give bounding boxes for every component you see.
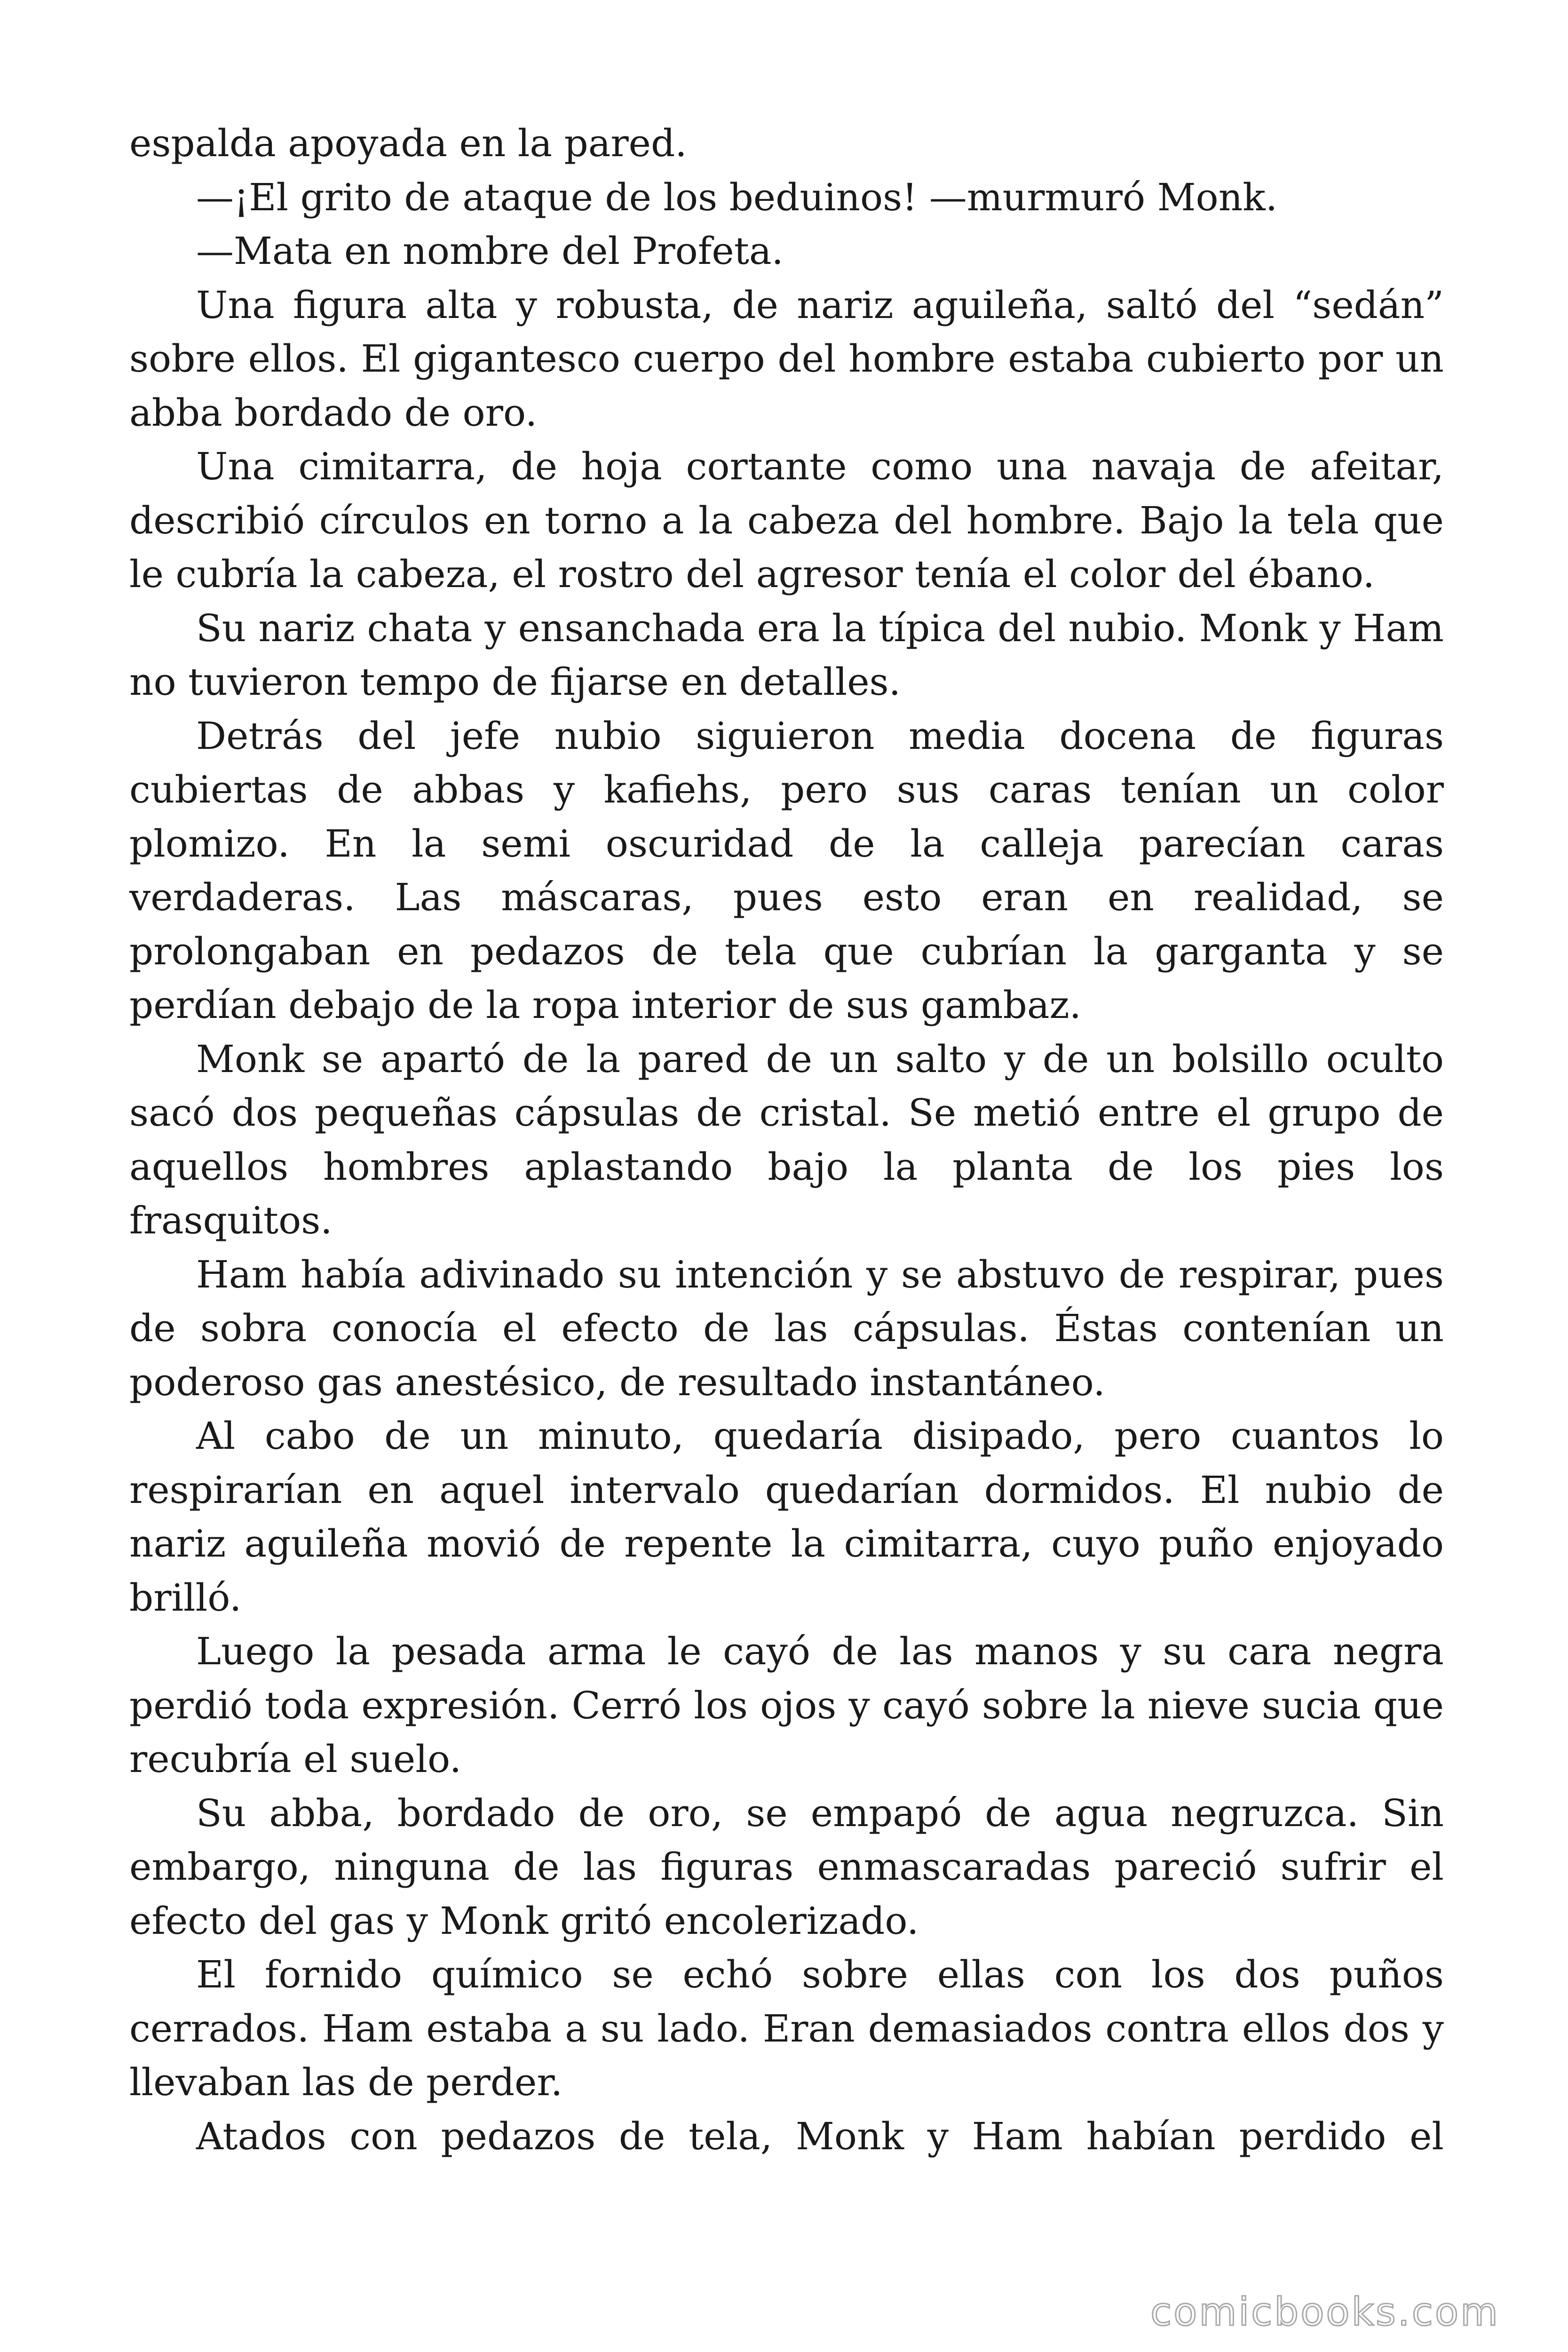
paragraph: Luego la pesada arma le cayó de las manos y su cara negra perdió toda expresión. Cerró los ojos y cayó sobre la nieve sucia que recubría el suelo. <box>129 1629 1444 1781</box>
paragraph: Detrás del jefe nubio siguieron media docena de figuras cubiertas de abbas y kafiehs, pero sus caras tenían un color plomizo. En la semi oscuridad de la calleja parecían caras verdaderas. Las máscaras, pues esto eran en realidad, se prolongaban en pedazos de tela que cubrían la garganta y se perdían debajo de la ropa interior de sus gambaz. <box>129 714 1444 1027</box>
paragraph: Ham había adivinado su intención y se abstuvo de respirar, pues de sobra conocía el efecto de las cápsulas. Éstas contenían un poderoso gas anestésico, de resultado instantáneo. <box>129 1252 1444 1404</box>
paragraph-continuation: espalda apoyada en la pared. <box>129 121 687 165</box>
paragraph-continues: Atados con pedazos de tela, Monk y Ham habían perdido el <box>196 2114 1444 2158</box>
watermark: comicbooks.com <box>1150 2290 1500 2335</box>
paragraph: Su nariz chata y ensanchada era la típica del nubio. Monk y Ham no tuvieron tempo de fijarse en detalles. <box>129 606 1444 704</box>
paragraph: Una cimitarra, de hoja cortante como una navaja de afeitar, describió círculos en torno a la cabeza del hombre. Bajo la tela que le cubría la cabeza, el rostro del agresor tenía el color del ébano. <box>129 445 1444 596</box>
paragraph: Una figura alta y robusta, de nariz aguileña, saltó del “sedán” sobre ellos. El gigantesco cuerpo del hombre estaba cubierto por un abba bordado de oro. <box>129 283 1444 435</box>
paragraph-dialogue: —¡El grito de ataque de los beduinos! —murmuró Monk. <box>196 175 1278 219</box>
paragraph: Al cabo de un minuto, quedaría disipado, pero cuantos lo respirarían en aquel intervalo quedarían dormidos. El nubio de nariz aguileña movió de repente la cimitarra, cuyo puño enjoyado brilló. <box>129 1414 1444 1620</box>
paragraph-dialogue: —Mata en nombre del Profeta. <box>196 229 784 273</box>
paragraph: Su abba, bordado de oro, se empapó de agua negruzca. Sin embargo, ninguna de las figuras enmascaradas pareció sufrir el efecto del gas y Monk gritó encolerizado. <box>129 1791 1444 1943</box>
paragraph: Monk se apartó de la pared de un salto y de un bolsillo oculto sacó dos pequeñas cápsulas de cristal. Se metió entre el grupo de aquellos hombres aplastando bajo la planta de los pies los frasquitos. <box>129 1037 1444 1242</box>
body-text <box>129 117 1444 2163</box>
paragraph: El fornido químico se echó sobre ellas con los dos puños cerrados. Ham estaba a su lado. Eran demasiados contra ellos dos y llevaban las de perder. <box>129 1953 1444 2104</box>
